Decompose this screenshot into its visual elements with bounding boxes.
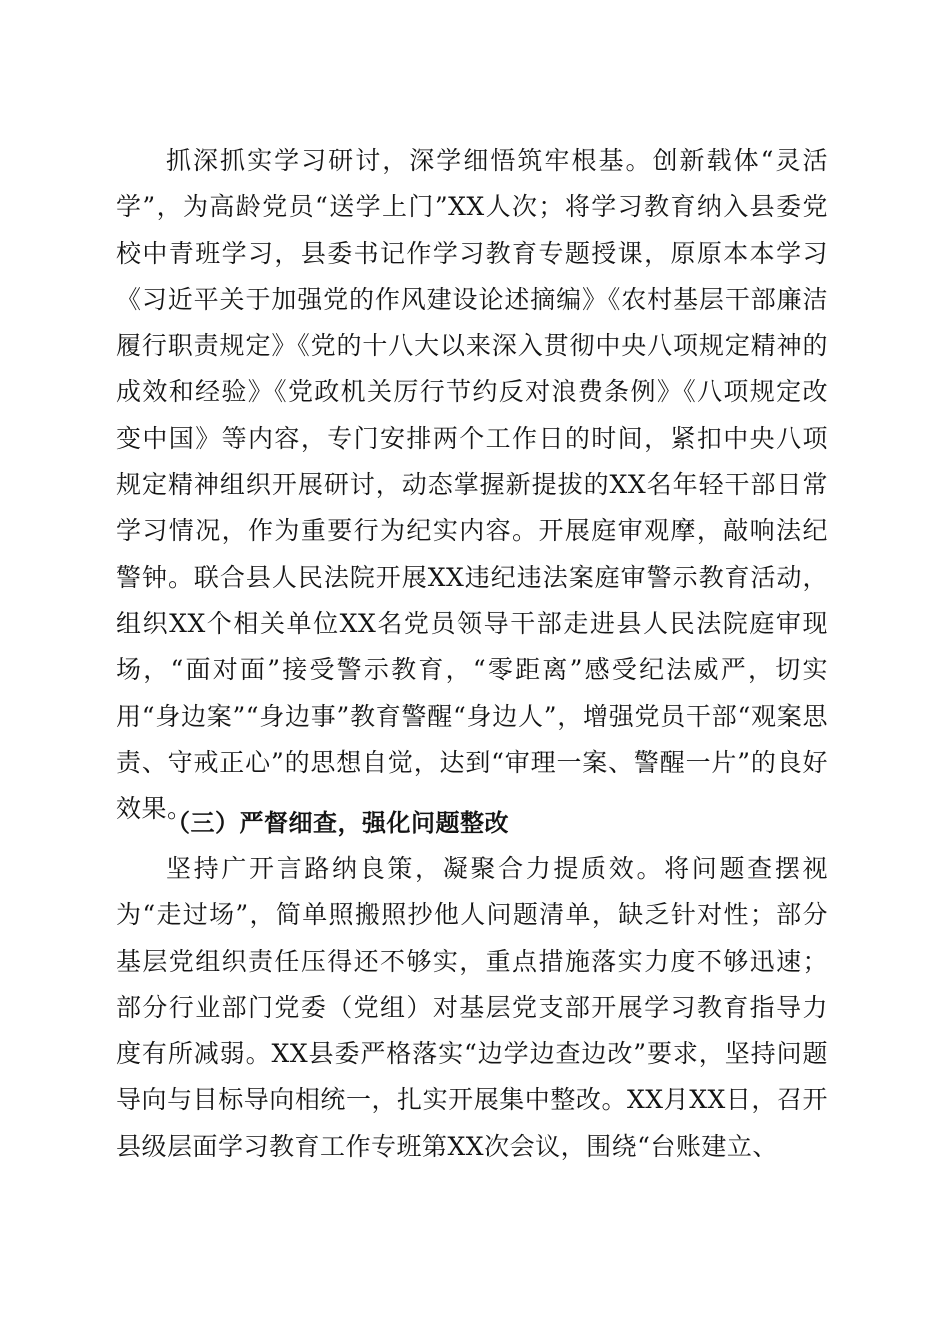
body-paragraph: 坚持广开言路纳良策，凝聚合力提质效。将问题查摆视为“走过场”，简单照搬照抄他人问题清单，缺乏针对性；部分基层党组织责任压得还不够实，重点措施落实力度不够迅速；部分行业部门党委（党组）对基层党支部开展学习教育指导力度有所减弱。XX县委严格落实“边学边查边改”要求，坚持问题导向与目标导向相统一，扎实开展集中整改。XX月XX日，召开县级层面学习教育工作专班第XX次会议，围绕“台账建立、	[116, 854, 828, 1161]
body-paragraph: 抓深抓实学习研讨，深学细悟筑牢根基。创新载体“灵活学”，为高龄党员“送学上门”XX人次；将学习教育纳入县委党校中青班学习，县委书记作学习教育专题授课，原原本本学习《习近平关于加强党的作风建设论述摘编》《农村基层干部廉洁履行职责规定》《党的十八大以来深入贯彻中央八项规定精神的成效和经验》《党政机关厉行节约反对浪费条例》《八项规定改变中国》等内容，专门安排两个工作日的时间，紧扣中央八项规定精神组织开展研讨，动态掌握新提拔的XX名年轻干部日常学习情况，作为重要行为纪实内容。开展庭审观摩，敲响法纪警钟。联合县人民法院开展XX违纪违法案庭审警示教育活动，组织XX个相关单位XX名党员领导干部走进县人民法院庭审现场，“面对面”接受警示教育，“零距离”感受纪法威严，切实用“身边案”“身边事”教育警醒“身边人”，增强党员干部“观案思责、守戒正心”的思想自觉，达到“审理一案、警醒一片”的良好效果。	[116, 146, 828, 824]
section-heading: （三）严督细查，强化问题整改	[166, 809, 509, 837]
